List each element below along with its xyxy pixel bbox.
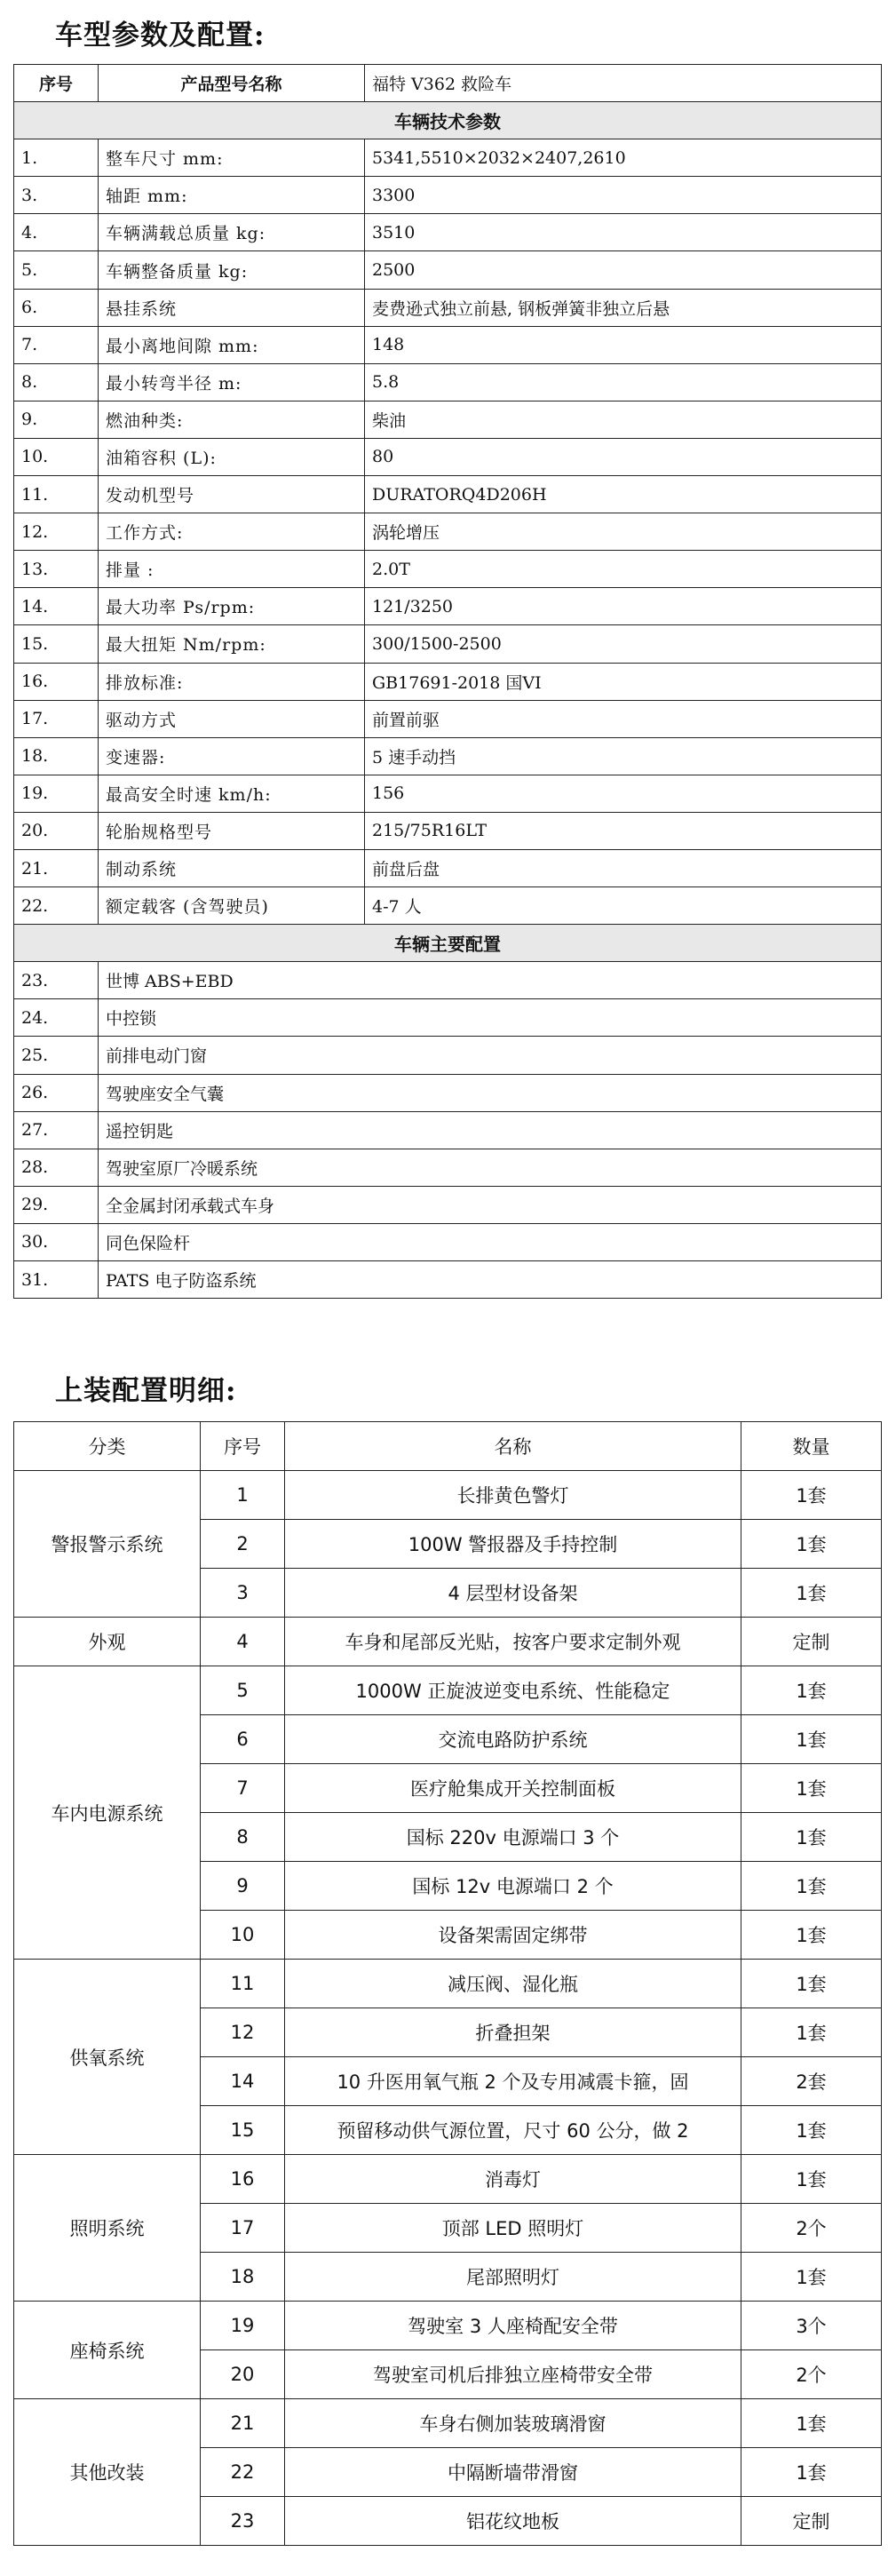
config-row — [14, 1074, 882, 1111]
spec-row-value: 4-7 人 — [365, 887, 882, 925]
spec-row-no: 20. — [14, 812, 99, 849]
config-row-name: 驾驶室原厂冷暖系统 — [99, 1149, 882, 1186]
upfit-row — [14, 1471, 882, 1520]
spec-row — [14, 887, 882, 925]
spec-row — [14, 289, 882, 326]
config-row — [14, 1223, 882, 1260]
upfit-row-name: 减压阀、湿化瓶 — [285, 1960, 741, 2008]
spec-row — [14, 214, 882, 251]
spec-row — [14, 438, 882, 475]
upfit-row-qty: 1套 — [741, 1569, 882, 1618]
upfit-row-qty: 1套 — [741, 2253, 882, 2302]
upfit-row-qty: 1套 — [741, 2399, 882, 2448]
spec-row-name: 悬挂系统 — [99, 289, 365, 326]
spec-row-value: 3300 — [365, 177, 882, 214]
upfit-category: 其他改装 — [14, 2399, 201, 2546]
upfit-row-no: 10 — [201, 1911, 285, 1960]
upfit-row-no: 23 — [201, 2497, 285, 2546]
upfit-category: 外观 — [14, 1618, 201, 1666]
upfit-row-no: 7 — [201, 1764, 285, 1813]
spec-row — [14, 139, 882, 177]
spec-row — [14, 812, 882, 849]
config-row — [14, 1111, 882, 1149]
upfit-row-no: 5 — [201, 1666, 285, 1715]
spec-row-name: 车辆满载总质量 kg: — [99, 214, 365, 251]
upfit-category: 照明系统 — [14, 2155, 201, 2302]
upfit-row-no: 20 — [201, 2350, 285, 2399]
config-section-title: 车辆主要配置 — [14, 925, 882, 962]
spec-row-value: 柴油 — [365, 401, 882, 438]
upfit-row-qty: 1套 — [741, 2155, 882, 2204]
spec-row-no: 22. — [14, 887, 99, 925]
upfit-row-no: 12 — [201, 2008, 285, 2057]
spec-row — [14, 551, 882, 588]
upfit-row-no: 1 — [201, 1471, 285, 1520]
spec-row-no: 3. — [14, 177, 99, 214]
spec-row — [14, 849, 882, 886]
spec-row-no: 19. — [14, 775, 99, 812]
spec-row-name: 油箱容积 (L): — [99, 438, 365, 475]
upfit-row-name: 设备架需固定绑带 — [285, 1911, 741, 1960]
spec-row-value: 2.0T — [365, 551, 882, 588]
upfit-row-name: 驾驶室 3 人座椅配安全带 — [285, 2302, 741, 2350]
upfit-row-no: 9 — [201, 1862, 285, 1911]
spec-row-value: 麦费逊式独立前悬, 钢板弹簧非独立后悬 — [365, 289, 882, 326]
spec-row-name: 最大扭矩 Nm/rpm: — [99, 625, 365, 663]
spec-row-value: 300/1500-2500 — [365, 625, 882, 663]
spec-row-no: 9. — [14, 401, 99, 438]
spec-row-name: 最高安全时速 km/h: — [99, 775, 365, 812]
config-row-name: PATS 电子防盗系统 — [99, 1261, 882, 1299]
spec-row-value: 121/3250 — [365, 588, 882, 625]
upfit-row-qty: 1套 — [741, 1813, 882, 1862]
spec-row-no: 4. — [14, 214, 99, 251]
upfit-row-name: 预留移动供气源位置，尺寸 60 公分，做 2 — [285, 2106, 741, 2155]
spec-row-value: 前置前驱 — [365, 700, 882, 737]
spec-row-name: 工作方式: — [99, 513, 365, 551]
spec-row — [14, 737, 882, 775]
config-row-no: 26. — [14, 1074, 99, 1111]
upfit-row-no: 8 — [201, 1813, 285, 1862]
spec-row-value: 5341,5510×2032×2407,2610 — [365, 139, 882, 177]
upfit-row-no: 22 — [201, 2448, 285, 2497]
config-row-name: 驾驶座安全气囊 — [99, 1074, 882, 1111]
spec-row-value: 5 速手动挡 — [365, 737, 882, 775]
spec-row-no: 18. — [14, 737, 99, 775]
spec-header-no: 序号 — [14, 65, 99, 102]
upfit-row-qty: 3个 — [741, 2302, 882, 2350]
config-row-no: 27. — [14, 1111, 99, 1149]
upfit-category: 座椅系统 — [14, 2302, 201, 2399]
upfit-row-no: 14 — [201, 2057, 285, 2106]
spec-row-name: 最大功率 Ps/rpm: — [99, 588, 365, 625]
spec-row — [14, 476, 882, 513]
upfit-row-name: 长排黄色警灯 — [285, 1471, 741, 1520]
spec-row — [14, 513, 882, 551]
config-row-name: 遥控钥匙 — [99, 1111, 882, 1149]
spec-row-name: 排量 : — [99, 551, 365, 588]
upfit-row-qty: 2个 — [741, 2204, 882, 2253]
upfit-row-name: 10 升医用氧气瓶 2 个及专用减震卡箍，固 — [285, 2057, 741, 2106]
upfit-row-qty: 2套 — [741, 2057, 882, 2106]
config-row-no: 29. — [14, 1186, 99, 1223]
upfit-row-name: 折叠担架 — [285, 2008, 741, 2057]
upfit-row — [14, 1666, 882, 1715]
upfit-row-name: 车身右侧加装玻璃滑窗 — [285, 2399, 741, 2448]
config-row-no: 28. — [14, 1149, 99, 1186]
upfit-row-no: 3 — [201, 1569, 285, 1618]
config-row — [14, 1037, 882, 1074]
spec-row-value: 215/75R16LT — [365, 812, 882, 849]
upfit-row-name: 消毒灯 — [285, 2155, 741, 2204]
spec-row-name: 最小转弯半径 m: — [99, 363, 365, 401]
upfit-header-category: 分类 — [14, 1422, 201, 1471]
upfit-row-qty: 1套 — [741, 1471, 882, 1520]
upfit-row-name: 医疗舱集成开关控制面板 — [285, 1764, 741, 1813]
spec-row-name: 整车尺寸 mm: — [99, 139, 365, 177]
spec-row-no: 16. — [14, 663, 99, 700]
spec-row-name: 制动系统 — [99, 849, 365, 886]
spec-header-row — [14, 65, 882, 102]
upfit-row-qty: 1套 — [741, 1764, 882, 1813]
upfit-row-name: 4 层型材设备架 — [285, 1569, 741, 1618]
spec-row — [14, 663, 882, 700]
spec-row — [14, 625, 882, 663]
upfit-row-name: 车身和尾部反光贴，按客户要求定制外观 — [285, 1618, 741, 1666]
upfit-row-qty: 1套 — [741, 2106, 882, 2155]
upfit-section-title: 上装配置明细: — [55, 1375, 237, 1407]
spec-row-no: 1. — [14, 139, 99, 177]
spec-row-value: 148 — [365, 326, 882, 363]
upfit-header-qty: 数量 — [741, 1422, 882, 1471]
spec-row-name: 驱动方式 — [99, 700, 365, 737]
config-row-no: 24. — [14, 999, 99, 1037]
upfit-header-name: 名称 — [285, 1422, 741, 1471]
upfit-row-no: 6 — [201, 1715, 285, 1764]
upfit-table-body — [14, 1422, 882, 2546]
spec-row-value: 2500 — [365, 251, 882, 289]
upfit-row-no: 19 — [201, 2302, 285, 2350]
upfit-row-name: 国标 220v 电源端口 3 个 — [285, 1813, 741, 1862]
spec-header-value: 福特 V362 救险车 — [365, 65, 882, 102]
config-row — [14, 962, 882, 999]
tech-section-title: 车辆技术参数 — [14, 102, 882, 139]
upfit-row — [14, 1960, 882, 2008]
upfit-row-no: 11 — [201, 1960, 285, 2008]
spec-row-no: 15. — [14, 625, 99, 663]
config-row — [14, 1149, 882, 1186]
spec-row-no: 7. — [14, 326, 99, 363]
upfit-header-row — [14, 1422, 882, 1471]
upfit-category: 警报警示系统 — [14, 1471, 201, 1618]
spec-row-no: 14. — [14, 588, 99, 625]
spec-row — [14, 700, 882, 737]
spec-row — [14, 588, 882, 625]
upfit-row-no: 18 — [201, 2253, 285, 2302]
upfit-row-no: 2 — [201, 1520, 285, 1569]
upfit-row-name: 国标 12v 电源端口 2 个 — [285, 1862, 741, 1911]
upfit-row — [14, 2155, 882, 2204]
spec-row-no: 13. — [14, 551, 99, 588]
upfit-row-qty: 1套 — [741, 1862, 882, 1911]
config-row-name: 世博 ABS+EBD — [99, 962, 882, 999]
spec-row-name: 轮胎规格型号 — [99, 812, 365, 849]
upfit-row-qty: 定制 — [741, 1618, 882, 1666]
upfit-row-qty: 2个 — [741, 2350, 882, 2399]
upfit-row-name: 驾驶室司机后排独立座椅带安全带 — [285, 2350, 741, 2399]
upfit-row-name: 中隔断墙带滑窗 — [285, 2448, 741, 2497]
spec-row-no: 21. — [14, 849, 99, 886]
config-row — [14, 1261, 882, 1299]
spec-row-value: GB17691-2018 国VI — [365, 663, 882, 700]
spec-row-name: 轴距 mm: — [99, 177, 365, 214]
upfit-category: 车内电源系统 — [14, 1666, 201, 1960]
spec-row-value: 80 — [365, 438, 882, 475]
spec-row-name: 变速器: — [99, 737, 365, 775]
spec-row-value: 156 — [365, 775, 882, 812]
upfit-row — [14, 2302, 882, 2350]
spec-row — [14, 775, 882, 812]
spec-row-name: 发动机型号 — [99, 476, 365, 513]
spec-row — [14, 363, 882, 401]
spec-row-no: 17. — [14, 700, 99, 737]
upfit-row-name: 顶部 LED 照明灯 — [285, 2204, 741, 2253]
upfit-row-qty: 1套 — [741, 1520, 882, 1569]
spec-row-name: 车辆整备质量 kg: — [99, 251, 365, 289]
config-row-no: 31. — [14, 1261, 99, 1299]
config-section-row — [14, 925, 882, 962]
upfit-row-name: 交流电路防护系统 — [285, 1715, 741, 1764]
upfit-category: 供氧系统 — [14, 1960, 201, 2155]
upfit-table — [13, 1421, 882, 2546]
upfit-row-qty: 1套 — [741, 1911, 882, 1960]
spec-header-name: 产品型号名称 — [99, 65, 365, 102]
spec-row — [14, 401, 882, 438]
upfit-row-qty: 1套 — [741, 2008, 882, 2057]
upfit-row-no: 16 — [201, 2155, 285, 2204]
params-section-title: 车型参数及配置: — [55, 20, 266, 52]
tech-section-row — [14, 102, 882, 139]
upfit-row-name: 1000W 正旋波逆变电系统、性能稳定 — [285, 1666, 741, 1715]
config-row-no: 25. — [14, 1037, 99, 1074]
spec-row — [14, 177, 882, 214]
upfit-header-no: 序号 — [201, 1422, 285, 1471]
config-row-name: 全金属封闭承载式车身 — [99, 1186, 882, 1223]
config-row-name: 中控锁 — [99, 999, 882, 1037]
spec-row — [14, 251, 882, 289]
config-row-no: 30. — [14, 1223, 99, 1260]
spec-table — [13, 64, 882, 1299]
spec-row-name: 燃油种类: — [99, 401, 365, 438]
spec-row-value: DURATORQ4D206H — [365, 476, 882, 513]
upfit-row-no: 4 — [201, 1618, 285, 1666]
spec-row-name: 额定载客 (含驾驶员) — [99, 887, 365, 925]
upfit-row-qty: 1套 — [741, 2448, 882, 2497]
config-row-name: 前排电动门窗 — [99, 1037, 882, 1074]
spec-row-name: 排放标准: — [99, 663, 365, 700]
config-row-name: 同色保险杆 — [99, 1223, 882, 1260]
upfit-row-no: 21 — [201, 2399, 285, 2448]
upfit-row — [14, 1618, 882, 1666]
spec-row-no: 5. — [14, 251, 99, 289]
upfit-row — [14, 2399, 882, 2448]
upfit-row-no: 17 — [201, 2204, 285, 2253]
spec-row-value: 涡轮增压 — [365, 513, 882, 551]
spec-table-body — [14, 65, 882, 1299]
spec-row-value: 5.8 — [365, 363, 882, 401]
config-row — [14, 999, 882, 1037]
spec-row-value: 3510 — [365, 214, 882, 251]
spec-row-name: 最小离地间隙 mm: — [99, 326, 365, 363]
spec-row-no: 10. — [14, 438, 99, 475]
spec-row-no: 11. — [14, 476, 99, 513]
upfit-row-name: 尾部照明灯 — [285, 2253, 741, 2302]
spec-row-no: 12. — [14, 513, 99, 551]
spec-row — [14, 326, 882, 363]
upfit-row-qty: 1套 — [741, 1666, 882, 1715]
upfit-row-name: 100W 警报器及手持控制 — [285, 1520, 741, 1569]
config-row — [14, 1186, 882, 1223]
config-row-no: 23. — [14, 962, 99, 999]
upfit-row-name: 铝花纹地板 — [285, 2497, 741, 2546]
spec-row-no: 6. — [14, 289, 99, 326]
upfit-row-qty: 定制 — [741, 2497, 882, 2546]
upfit-row-no: 15 — [201, 2106, 285, 2155]
upfit-row-qty: 1套 — [741, 1715, 882, 1764]
spec-row-value: 前盘后盘 — [365, 849, 882, 886]
spec-row-no: 8. — [14, 363, 99, 401]
upfit-row-qty: 1套 — [741, 1960, 882, 2008]
